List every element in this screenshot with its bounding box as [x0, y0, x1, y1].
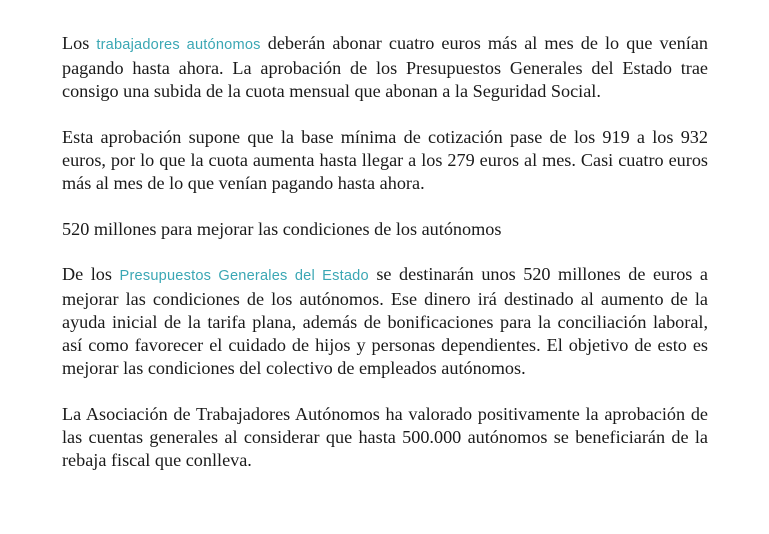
paragraph-presupuestos	[62, 263, 708, 380]
article-body	[62, 32, 708, 472]
paragraph-intro-rest: deberán abonar cuatro euros más al mes de lo que venían pagando hasta ahora. La aprobación de los Presupuestos Generales del Estado trae consigo una subida de la cuota mensual que abonan a la Seguridad Social.	[62, 33, 708, 101]
paragraph-presupuestos-lead: De los	[62, 264, 120, 284]
paragraph-intro-lead: Los	[62, 33, 97, 53]
link-trabajadores-autonomos[interactable]: trabajadores autónomos	[96, 37, 261, 53]
link-presupuestos-generales[interactable]: Presupuestos Generales del Estado	[119, 268, 369, 284]
paragraph-cotizacion: Esta aprobación supone que la base mínima de cotización pase de los 919 a los 932 euros, por lo que la cuota aumenta hasta llegar a los 279 euros al mes. Casi cuatro euros más al mes de lo que venían pagando hasta ahora.	[62, 127, 708, 193]
paragraph-presupuestos-rest: se destinarán unos 520 millones de euros a mejorar las condiciones de los autónomos. Ese dinero irá destinado al aumento de la ayuda inicial de la tarifa plana, además de bonificaciones para la conciliación laboral, así como favorecer el cuidado de hijos y personas dependientes. El objetivo de esto es mejorar las condiciones del colectivo de empleados autónomos.	[62, 264, 708, 378]
section-subheading: 520 millones para mejorar las condiciones de los autónomos	[62, 219, 502, 239]
paragraph-asociacion: La Asociación de Trabajadores Autónomos ha valorado positivamente la aprobación de las cuentas generales al considerar que hasta 500.000 autónomos se beneficiarán de la rebaja fiscal que conlleva.	[62, 404, 708, 470]
paragraph-intro	[62, 32, 708, 103]
